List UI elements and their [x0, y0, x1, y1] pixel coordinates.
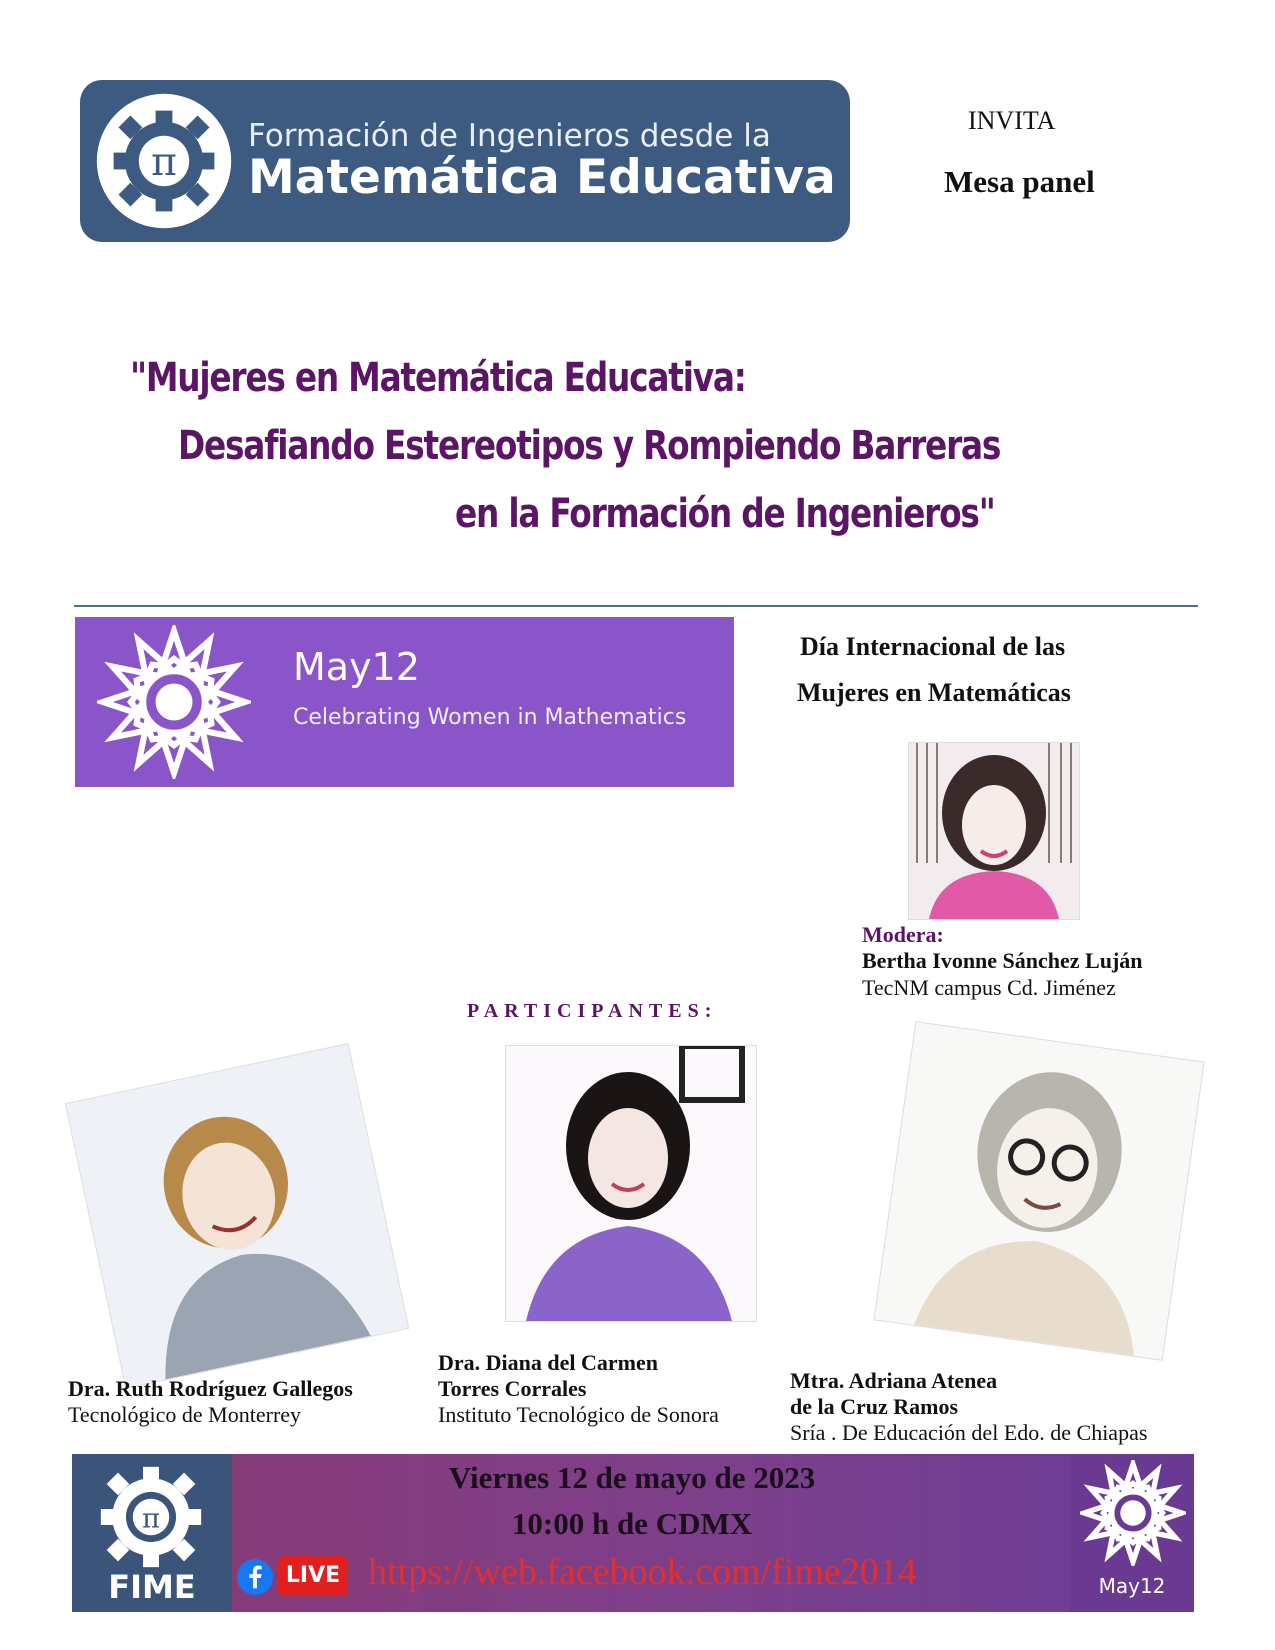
participant-name-ruth: Dra. Ruth Rodríguez Gallegos	[68, 1376, 353, 1401]
participant-name-diana-line1: Dra. Diana del Carmen	[438, 1350, 658, 1375]
event-title-line3: en la Formación de Ingenieros"	[455, 491, 995, 537]
event-title-line2: Desafiando Estereotipos y Rompiendo Barreras	[178, 423, 1001, 469]
participant-name-adriana-line1: Mtra. Adriana Atenea	[790, 1368, 998, 1393]
gear-pi-logo-icon	[94, 91, 234, 231]
adriana-portrait-icon	[875, 1022, 1204, 1359]
footer-banner	[72, 1454, 1194, 1612]
event-time: 10:00 h de CDMX	[511, 1506, 753, 1541]
logo-line1: Formación de Ingenieros desde la	[248, 118, 771, 155]
logo-text	[248, 118, 836, 205]
divider	[74, 605, 1198, 607]
fime-logo-box	[72, 1454, 232, 1612]
may12-subtitle: Celebrating Women in Mathematics	[293, 705, 687, 730]
participant-photo-adriana	[873, 1021, 1204, 1361]
event-title-line1: "Mujeres en Matemática Educativa:	[130, 355, 746, 401]
fime-label: FIME	[108, 1568, 196, 1606]
moderator-institution: TecNM campus Cd. Jiménez	[862, 975, 1116, 1000]
moderator-photo	[908, 742, 1080, 920]
event-date: Viernes 12 de mayo de 2023	[448, 1460, 816, 1495]
moderator-name: Bertha Ivonne Sánchez Luján	[862, 948, 1143, 973]
logo-line2: Matemática Educativa	[248, 149, 836, 205]
ruth-portrait-icon	[66, 1044, 408, 1388]
may12-title: May12	[293, 645, 420, 689]
participant-name-adriana-line2: de la Cruz Ramos	[790, 1394, 959, 1419]
facebook-url-link[interactable]: https://web.facebook.com/fime2014	[368, 1551, 917, 1593]
fime-gear-icon	[94, 1460, 208, 1574]
participant-name-diana-line2: Torres Corrales	[438, 1376, 587, 1401]
dia-internacional-line2: Mujeres en Matemáticas	[797, 678, 1071, 707]
live-badge: LIVE	[278, 1556, 348, 1596]
participant-photo-ruth	[65, 1043, 409, 1389]
may12-banner	[75, 617, 734, 787]
moderator-portrait-icon	[909, 743, 1079, 919]
may12-footer-logo	[1070, 1454, 1194, 1612]
may12-flower-icon	[1080, 1460, 1186, 1566]
svg-text:π: π	[151, 140, 177, 185]
dia-internacional-line1: Día Internacional de las	[800, 632, 1066, 661]
svg-text:π: π	[142, 1503, 160, 1535]
participants-heading: PARTICIPANTES:	[467, 1000, 718, 1022]
invita-label: INVITA	[968, 106, 1056, 135]
mesa-panel-label: Mesa panel	[944, 164, 1095, 199]
participant-institution-adriana: Sría . De Educación del Edo. de Chiapas	[790, 1420, 1148, 1445]
facebook-icon	[236, 1558, 274, 1596]
diana-portrait-icon	[506, 1046, 756, 1321]
logo-banner	[80, 80, 850, 242]
may12-flower-icon	[97, 625, 251, 779]
participant-institution-ruth: Tecnológico de Monterrey	[68, 1402, 302, 1427]
participant-institution-diana: Instituto Tecnológico de Sonora	[438, 1402, 719, 1427]
may12-footer-label: May12	[1098, 1574, 1166, 1598]
participant-photo-diana	[505, 1045, 757, 1322]
moderator-label: Modera:	[862, 922, 944, 947]
